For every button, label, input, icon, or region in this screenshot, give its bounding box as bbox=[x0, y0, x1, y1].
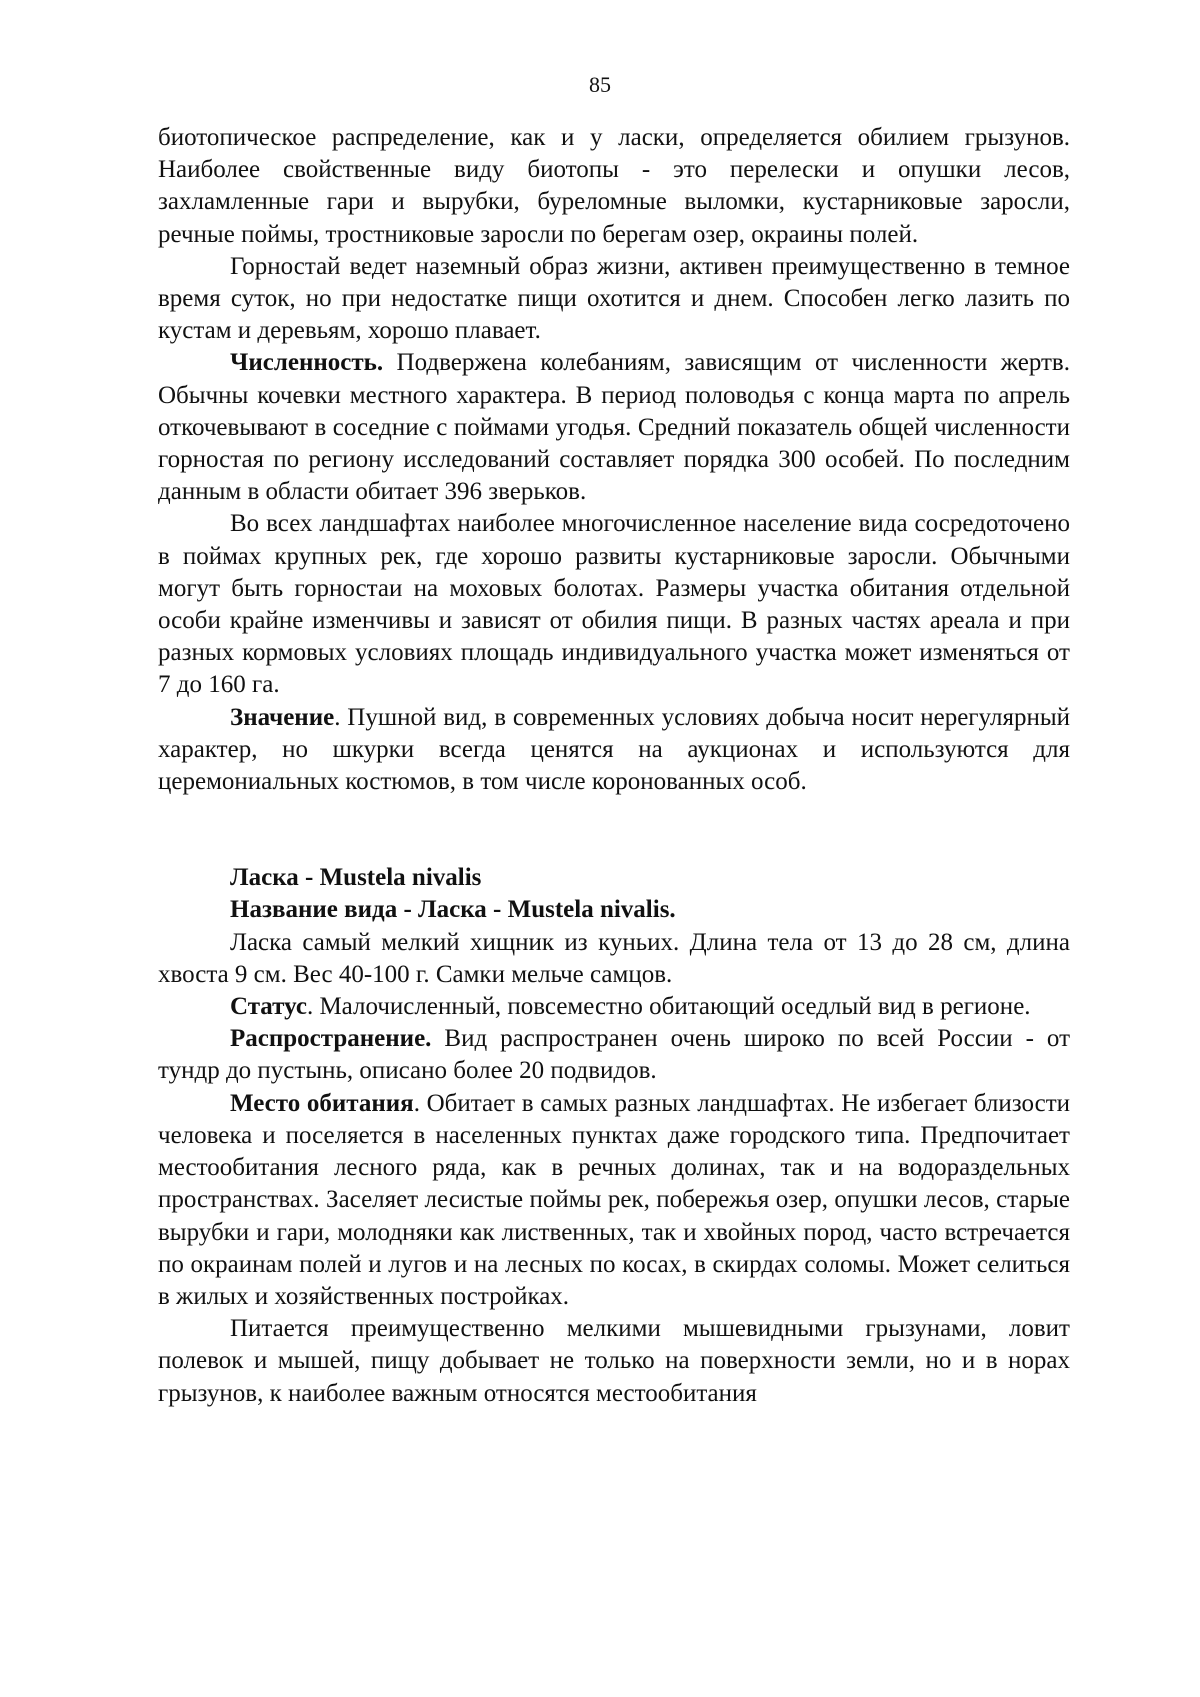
section-spacer bbox=[158, 798, 1070, 862]
paragraph-population bbox=[158, 347, 1070, 508]
paragraph-distribution bbox=[158, 1023, 1070, 1087]
paragraph-ermine-lifestyle bbox=[158, 251, 1070, 348]
paragraph-lead-bold: Численность. bbox=[230, 349, 384, 377]
paragraph-lead-bold: Значение bbox=[230, 703, 335, 731]
paragraph-weasel-description bbox=[158, 927, 1070, 991]
paragraph-lead-bold: Статус bbox=[230, 993, 307, 1021]
paragraph-text: Ласка самый мелкий хищник из куньих. Длина тела от 13 до 28 см, длина хвоста 9 см. Вес 40-100 г. Самки мельче самцов. bbox=[158, 928, 1070, 988]
paragraph-diet bbox=[158, 1313, 1070, 1410]
paragraph-text: биотопическое распределение, как и у ласки, определяется обилием грызунов. Наиболее свойственные виду биотопы - это перелески и опушки лесов, захламленные гари и вырубки, буреломные выломки, кустарниковые заросли, речные поймы, тростниковые заросли по берегам озер, окраины полей. bbox=[158, 124, 1070, 248]
paragraph-text: Во всех ландшафтах наиболее многочисленное население вида сосредоточено в поймах крупных рек, где хорошо развиты кустарниковые заросли. Обычными могут быть горностаи на моховых болотах. Размеры участка обитания отдельной особи крайне изменчивы и зависят от обилия пищи. В разных частях ареала и при разных кормовых условиях площадь индивидуального участка может изменяться от 7 до 160 га. bbox=[158, 510, 1070, 699]
paragraph-text: . Малочисленный, повсеместно обитающий оседлый вид в регионе. bbox=[306, 993, 1031, 1021]
paragraph-habitat bbox=[158, 1088, 1070, 1313]
paragraph-text: . Обитает в самых разных ландшафтах. Не избегает близости человека и поселяется в населенных пунктах даже городского типа. Предпочитает местообитания лесного ряда, как в речных долинах, так и на водораздельных пространствах. Заселяет лесистые поймы рек, побережья озер, опушки лесов, старые вырубки и гари, молодняки как лиственных, так и хвойных пород, часто встречается по окраинам полей и лугов и на лесных по косах, в скирдах соломы. Может селиться в жилых и хозяйственных постройках. bbox=[158, 1089, 1071, 1310]
paragraph-lead-bold: Распространение. bbox=[230, 1025, 432, 1053]
section-title: Ласка - Mustela nivalis bbox=[230, 864, 482, 892]
paragraph-lead-bold: Место обитания bbox=[230, 1089, 414, 1117]
paragraph-biotope-distribution bbox=[158, 122, 1070, 251]
paragraph-text: Вид распространен очень широко по всей России - от тундр до пустынь, описано более 20 подвидов. bbox=[158, 1025, 1070, 1085]
paragraph-text: . Пушной вид, в современных условиях добыча носит нерегулярный характер, но шкурки всегда ценятся на аукционах и используются для церемониальных костюмов, в том числе коронованных особ. bbox=[158, 703, 1070, 796]
paragraph-landscapes bbox=[158, 508, 1070, 701]
paragraph-text: Горностай ведет наземный образ жизни, активен преимущественно в темное время суток, но при недостатке пищи охотится и днем. Способен легко лазить по кустам и деревьям, хорошо плавает. bbox=[158, 252, 1070, 345]
paragraph-text: Питается преимущественно мелкими мышевидными грызунами, ловит полевок и мышей, пищу добывает не только на поверхности земли, но и в норах грызунов, к наиболее важным относятся местообитания bbox=[158, 1315, 1070, 1407]
paragraph-significance bbox=[158, 702, 1070, 799]
page-number: 85 bbox=[589, 72, 611, 97]
species-name-line: Название вида - Ласка - Mustela nivalis. bbox=[230, 896, 676, 924]
paragraph-text: Подвержена колебаниям, зависящим от численности жертв. Обычны кочевки местного характера. В период половодья с конца марта по апрель откочевывают в соседние с поймами угодья. Средний показатель общей численности горностая по региону исследований составляет порядка 300 особей. По последним данным в области обитает 396 зверьков. bbox=[158, 349, 1070, 506]
paragraph-status bbox=[158, 991, 1070, 1023]
page-body bbox=[158, 122, 1070, 1410]
